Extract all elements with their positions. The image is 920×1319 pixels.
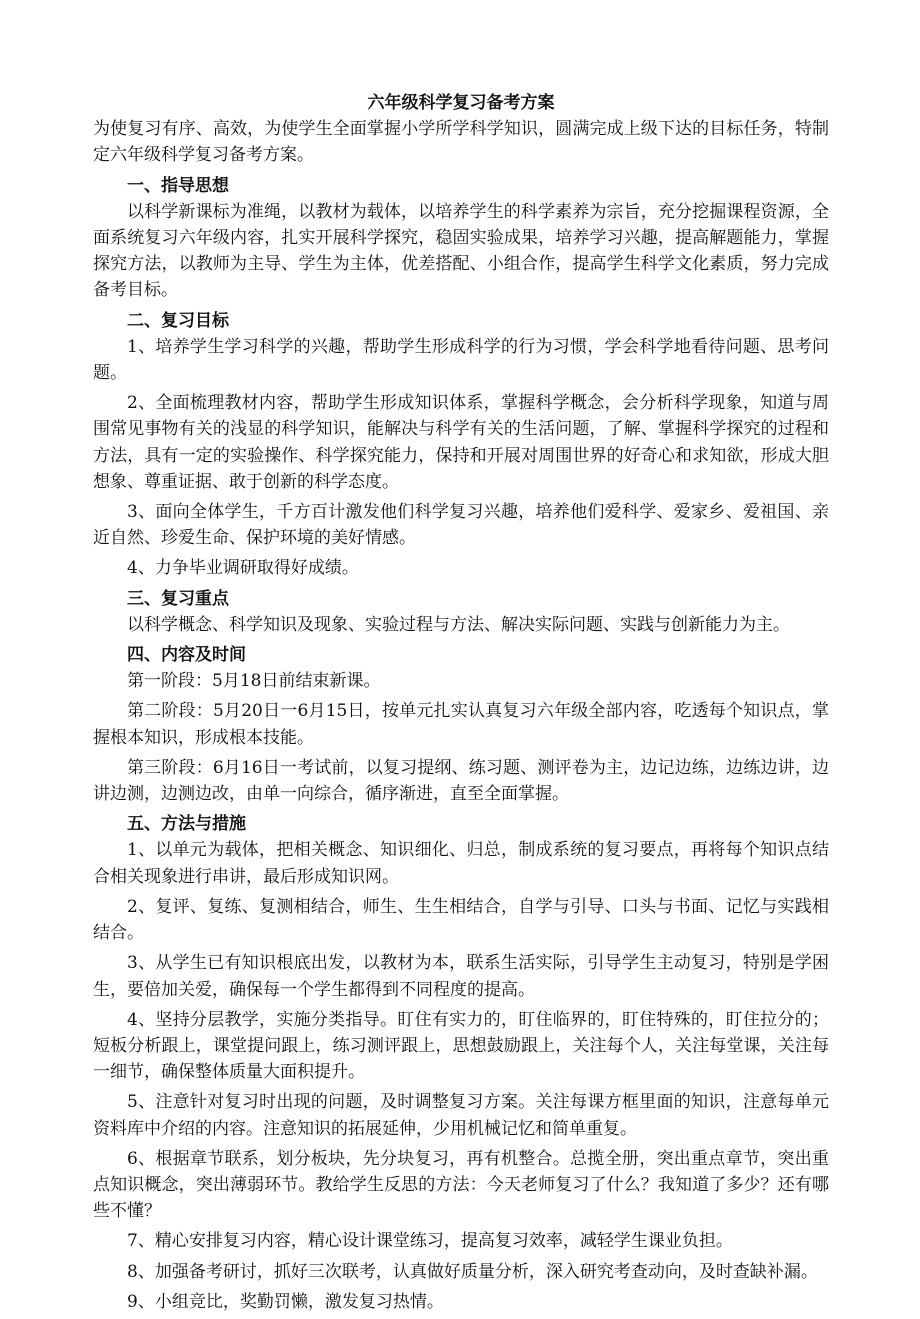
section-content-and-schedule — [93, 642, 829, 807]
document-page — [93, 90, 829, 1319]
section-heading: 二、复习目标 — [127, 310, 229, 331]
paragraph: 4、力争毕业调研取得好成绩。 — [127, 558, 359, 579]
intro-paragraph: 为使复习有序、高效，为使学生全面掌握小学所学科学知识，圆满完成上级下达的目标任务，特制定六年级科学复习备考方案。 — [93, 119, 829, 166]
paragraph: 1、培养学生学习科学的兴趣，帮助学生形成科学的行为习惯，学会科学地看待问题、思考问题。 — [93, 336, 829, 384]
document-title: 六年级科学复习备考方案 — [367, 93, 555, 113]
section-heading: 三、复习重点 — [127, 588, 229, 609]
paragraph: 3、面向全体学生，千方百计激发他们科学复习兴趣，培养他们爱科学、爱家乡、爱祖国、亲近自然、珍爱生命、保护环境的美好情感。 — [93, 502, 829, 549]
section-methods-and-measures — [93, 811, 829, 1315]
paragraph: 2、复评、复练、复测相结合，师生、生生相结合，自学与引导、口头与书面、记忆与实践相结合。 — [93, 896, 829, 944]
section-heading: 五、方法与措施 — [127, 814, 246, 835]
section-heading: 一、指导思想 — [127, 175, 229, 196]
paragraph: 9、小组竞比，奖勤罚懒，激发复习热情。 — [127, 1291, 444, 1312]
paragraph: 1、以单元为载体，把相关概念、知识细化、归总，制成系统的复习要点，再将每个知识点结合相关现象进行串讲，最后形成知识网。 — [93, 840, 829, 887]
paragraph: 8、加强备考研讨，抓好三次联考，认真做好质量分析，深入研究考查动向，及时查缺补漏。 — [127, 1261, 818, 1282]
paragraph: 以科学概念、科学知识及现象、实验过程与方法、解决实际问题、实践与创新能力为主。 — [127, 614, 790, 635]
paragraph: 7、精心安排复习内容，精心设计课堂练习，提高复习效率，减轻学生课业负担。 — [127, 1231, 733, 1252]
paragraph: 第三阶段：6月16日一考试前，以复习提纲、练习题、测评卷为主，边记边练，边练边讲，边讲边测，边测边改，由单一向综合，循序渐进，直至全面掌握。 — [93, 757, 829, 805]
paragraph: 第二阶段：5月20日一6月15日，按单元扎实认真复习六年级全部内容，吃透每个知识点，掌握根本知识，形成根本技能。 — [93, 701, 829, 748]
section-review-goals — [93, 308, 829, 582]
section-heading: 四、内容及时间 — [127, 645, 246, 666]
paragraph: 6、根据章节联系，划分板块，先分块复习，再有机整合。总揽全册，突出重点章节，突出重点知识概念，突出薄弱环节。教给学生反思的方法：今天老师复习了什么？我知道了多少？还有哪些不懂？ — [93, 1148, 829, 1222]
section-guiding-ideology — [93, 173, 829, 304]
paragraph: 2、全面梳理教材内容，帮助学生形成知识体系，掌握科学概念，会分析科学现象，知道与周围常见事物有关的浅显的科学知识，能解决与科学有关的生活问题，了解、掌握科学探究的过程和方法，具有一定的实验操作、科学探究能力，保持和开展对周围世界的好奇心和求知欲，形成大胆想象、尊重证据、敢于创新的科学态度。 — [93, 393, 829, 492]
paragraph: 5、注意针对复习时出现的问题，及时调整复习方案。关注每课方框里面的知识，注意每单元资料库中介绍的内容。注意知识的拓展延伸，少用机械记忆和简单重复。 — [93, 1092, 829, 1139]
paragraph: 3、从学生已有知识根底出发，以教材为本，联系生活实际，引导学生主动复习，特别是学困生，要倍加关爱，确保每一个学生都得到不同程度的提高。 — [93, 953, 829, 1000]
paragraph: 4、坚持分层教学，实施分类指导。盯住有实力的，盯住临界的，盯住特殊的，盯住拉分的；短板分析跟上，课堂提问跟上，练习测评跟上，思想鼓励跟上，关注每个人，关注每堂课，关注每一细节，确保整体质量大面积提升。 — [93, 1009, 829, 1083]
paragraph: 以科学新课标为准绳，以教材为载体，以培养学生的科学素养为宗旨，充分挖掘课程资源，全面系统复习六年级内容，扎实开展科学探究，稳固实验成果，培养学习兴趣，提高解题能力，掌握探究方法，以教师为主导、学生为主体，优差搭配、小组合作，提高学生科学文化素质，努力完成备考目标。 — [93, 201, 829, 301]
section-review-focus — [93, 586, 829, 638]
paragraph: 第一阶段：5月18日前结束新课。 — [127, 671, 381, 692]
